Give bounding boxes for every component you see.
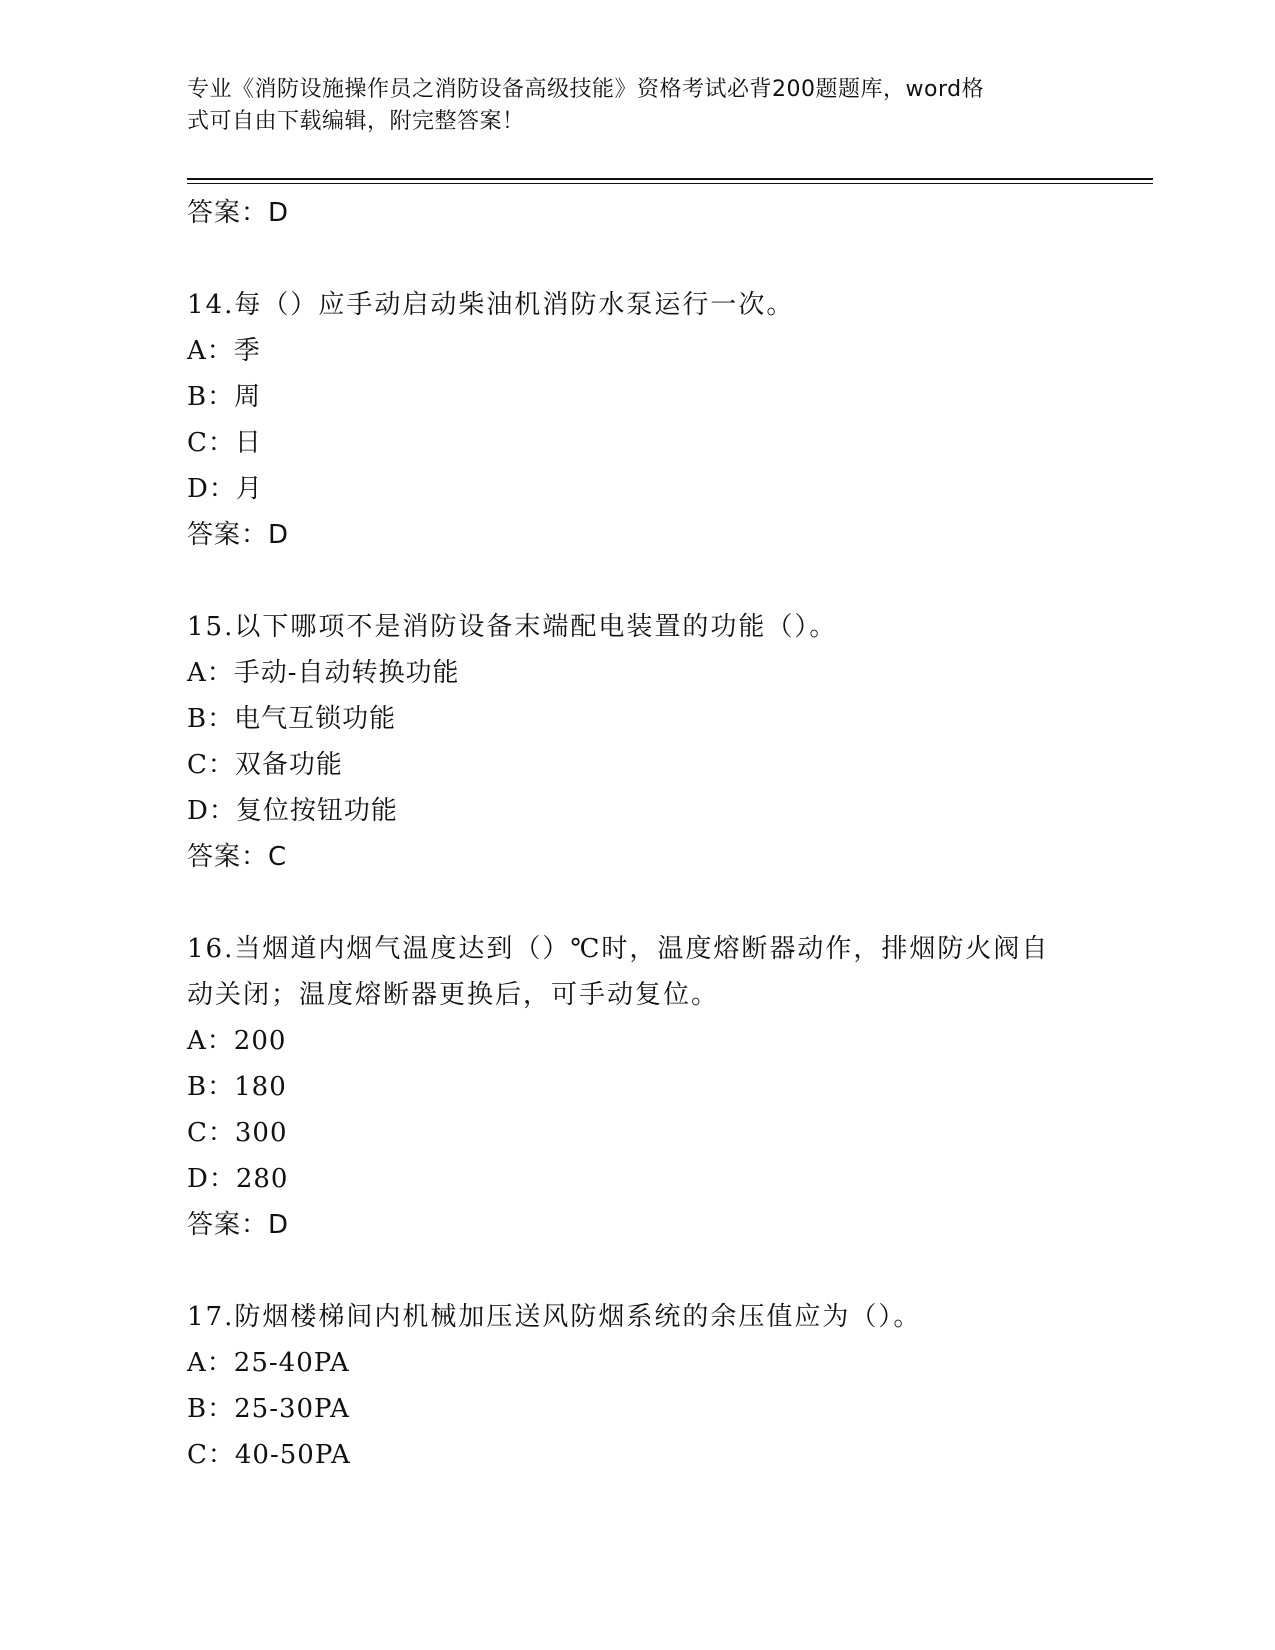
- option-a: A：手动-自动转换功能: [187, 658, 460, 688]
- answer-line: 答案：D: [187, 520, 290, 550]
- question-17: [187, 1294, 1087, 1478]
- question-stem: 15.以下哪项不是消防设备末端配电装置的功能（）。: [187, 612, 838, 642]
- option-d: D：复位按钮功能: [187, 796, 398, 826]
- option-b: B：周: [187, 382, 262, 412]
- option-a: A：季: [187, 336, 261, 366]
- option-c: C：40-50PA: [187, 1440, 351, 1470]
- answer-line: 答案：D: [187, 1210, 290, 1240]
- option-c: C：300: [187, 1118, 288, 1148]
- question-list: [187, 190, 1087, 1478]
- option-c: C：双备功能: [187, 750, 343, 780]
- question-15: [187, 604, 1087, 880]
- header-line-2: 式可自由下载编辑，附完整答案！: [187, 109, 525, 134]
- option-c: C：日: [187, 428, 262, 458]
- header-divider-thick: [187, 178, 1153, 180]
- question-16: [187, 926, 1087, 1248]
- option-a: A：25-40PA: [187, 1348, 350, 1378]
- question-stem: 17.防烟楼梯间内机械加压送风防烟系统的余压值应为（）。: [187, 1302, 922, 1332]
- question-stem: 14.每（）应手动启动柴油机消防水泵运行一次。: [187, 290, 795, 320]
- option-d: D：月: [187, 474, 263, 504]
- option-b: B：180: [187, 1072, 287, 1102]
- option-b: B：25-30PA: [187, 1394, 350, 1424]
- option-d: D：280: [187, 1164, 289, 1194]
- option-b: B：电气互锁功能: [187, 704, 397, 734]
- question-stem-line-1: 16.当烟道内烟气温度达到（）℃时，温度熔断器动作，排烟防火阀自: [187, 934, 1050, 964]
- header-line-1: 专业《消防设施操作员之消防设备高级技能》资格考试必背200题题库，word格: [187, 77, 985, 102]
- question-stem-line-2: 动关闭；温度熔断器更换后，可手动复位。: [187, 980, 720, 1010]
- header-divider-thin: [187, 183, 1153, 184]
- option-a: A：200: [187, 1026, 287, 1056]
- answer-line: 答案：D: [187, 198, 290, 228]
- question-14: [187, 282, 1087, 558]
- answer-line: 答案：C: [187, 842, 288, 872]
- document-header: [187, 74, 1067, 138]
